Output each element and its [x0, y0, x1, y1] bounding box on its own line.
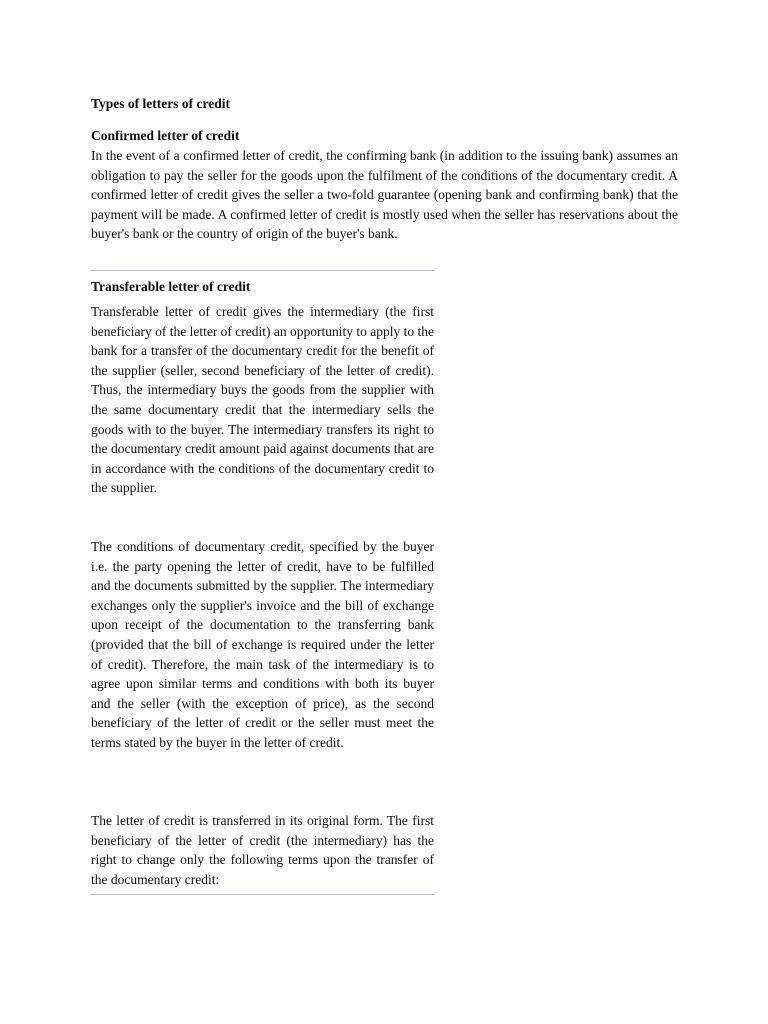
bottom-divider	[90, 894, 435, 895]
page-title: Types of letters of credit	[91, 96, 230, 111]
transferable-heading: Transferable letter of credit	[91, 279, 251, 294]
transferable-paragraph-1: Transferable letter of credit gives the intermediary (the first beneficiary of the letter of credit) an opportunity to apply to the bank for a transfer of the documentary credit for the benefit of the supplier (seller, second beneficiary of the letter of credit). Thus, the intermediary buys the goods from the supplier with the same documentary credit that the intermediary sells the goods with to the buyer. The intermediary transfers its right to the documentary credit amount paid against documents that are in accordance with the conditions of the documentary credit to the supplier.	[91, 304, 435, 496]
transferable-paragraph-3: The letter of credit is transferred in its original form. The first beneficiary of the letter of credit (the intermediary) has the right to change only the following terms upon the transfer of the documentary credit:	[91, 813, 434, 887]
transferable-paragraph-2: The conditions of documentary credit, specified by the buyer i.e. the party opening the letter of credit, have to be fulfilled and the documents submitted by the supplier. The intermediary exchanges only the supplier's invoice and the bill of exchange upon receipt of the documentation to the transferring bank (provided that the bill of exchange is required under the letter of credit). Therefore, the main task of the intermediary is to agree upon similar terms and conditions with both its buyer and the seller (with the exception of price), as the second beneficiary of the letter of credit or the seller must meet the terms stated by the buyer in the letter of credit.	[91, 539, 434, 750]
confirmed-paragraph: In the event of a confirmed letter of credit, the confirming bank (in addition to the issuing bank) assumes an obligation to pay the seller for the goods upon the fulfilment of the conditions of the documentary credit. A confirmed letter of credit gives the seller a two-fold guarantee (opening bank and confirming bank) that the payment will be made. A confirmed letter of credit is mostly used when the seller has reservations about the buyer's bank or the country of origin of the buyer's bank.	[91, 148, 678, 242]
section-divider	[90, 270, 435, 271]
confirmed-heading: Confirmed letter of credit	[91, 128, 240, 143]
